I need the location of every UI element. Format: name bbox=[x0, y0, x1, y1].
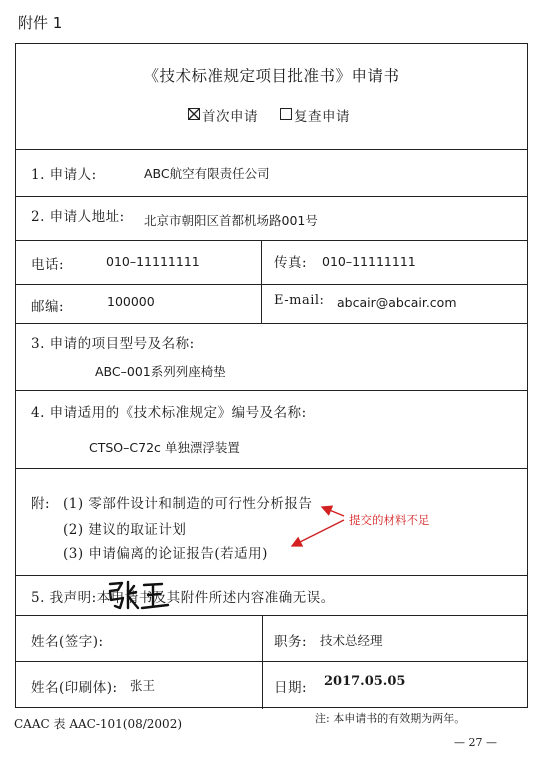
fax-value[interactable]: 010–11111111 bbox=[322, 254, 416, 269]
row-divider bbox=[16, 661, 527, 662]
checkmark-x-icon bbox=[188, 108, 200, 120]
applicant-value[interactable]: ABC航空有限责任公司 bbox=[144, 166, 270, 181]
row-divider bbox=[16, 390, 527, 391]
attachment-item: (1) 零部件设计和制造的可行性分析报告 bbox=[63, 496, 313, 512]
email-label: E-mail: bbox=[274, 293, 325, 308]
review-application-label: 复查申请 bbox=[294, 109, 350, 125]
column-divider bbox=[261, 240, 262, 323]
project-label: 3. 申请的项目型号及名称: bbox=[31, 336, 195, 352]
column-divider bbox=[262, 615, 263, 709]
address-label: 2. 申请人地址: bbox=[31, 209, 125, 225]
application-form bbox=[15, 43, 528, 708]
attachments-label: 附: bbox=[31, 496, 51, 512]
row-divider bbox=[16, 468, 527, 469]
row-divider bbox=[16, 149, 527, 150]
handwritten-signature bbox=[104, 578, 174, 614]
applicant-label: 1. 申请人: bbox=[31, 167, 97, 183]
email-value[interactable]: abcair@abcair.com bbox=[337, 295, 457, 310]
phone-label: 电话: bbox=[31, 257, 65, 273]
form-code: CAAC 表 AAC-101(08/2002) bbox=[14, 717, 183, 731]
attachment-label: 附件 1 bbox=[18, 14, 63, 32]
phone-value[interactable]: 010–11111111 bbox=[106, 254, 200, 269]
first-application-label: 首次申请 bbox=[202, 109, 258, 125]
row-divider bbox=[16, 615, 527, 616]
postcode-value[interactable]: 100000 bbox=[107, 294, 155, 309]
position-value[interactable]: 技术总经理 bbox=[320, 633, 383, 648]
signature-label: 姓名(签字): bbox=[31, 634, 104, 650]
row-divider bbox=[16, 196, 527, 197]
printed-name-label: 姓名(印刷体): bbox=[31, 680, 118, 696]
page-number: — 27 — bbox=[454, 736, 497, 749]
fax-label: 传真: bbox=[274, 255, 308, 271]
first-application-checkbox[interactable] bbox=[188, 108, 200, 120]
row-divider bbox=[16, 323, 527, 324]
standard-value[interactable]: CTSO–C72c 单独漂浮装置 bbox=[89, 440, 240, 455]
date-label: 日期: bbox=[274, 680, 308, 696]
row-divider bbox=[16, 240, 527, 241]
project-value[interactable]: ABC–001系列列座椅垫 bbox=[95, 364, 226, 379]
declaration-text: 5. 我声明:本申请书及其附件所述内容准确无误。 bbox=[31, 590, 335, 606]
position-label: 职务: bbox=[274, 634, 308, 650]
validity-note: 注: 本申请书的有效期为两年。 bbox=[315, 712, 466, 725]
row-divider bbox=[16, 575, 527, 576]
address-value[interactable]: 北京市朝阳区首都机场路001号 bbox=[144, 213, 318, 228]
row-divider bbox=[16, 284, 527, 285]
printed-name-value[interactable]: 张王 bbox=[130, 678, 156, 693]
annotation-text: 提交的材料不足 bbox=[349, 513, 430, 527]
postcode-label: 邮编: bbox=[31, 299, 65, 315]
standard-label: 4. 申请适用的《技术标准规定》编号及名称: bbox=[31, 405, 307, 421]
review-application-checkbox[interactable] bbox=[280, 108, 292, 120]
date-value[interactable]: 2017.05.05 bbox=[324, 674, 406, 689]
attachment-item: (2) 建议的取证计划 bbox=[63, 522, 187, 538]
attachment-item: (3) 申请偏离的论证报告(若适用) bbox=[63, 546, 268, 562]
form-title: 《技术标准规定项目批准书》申请书 bbox=[143, 67, 400, 85]
